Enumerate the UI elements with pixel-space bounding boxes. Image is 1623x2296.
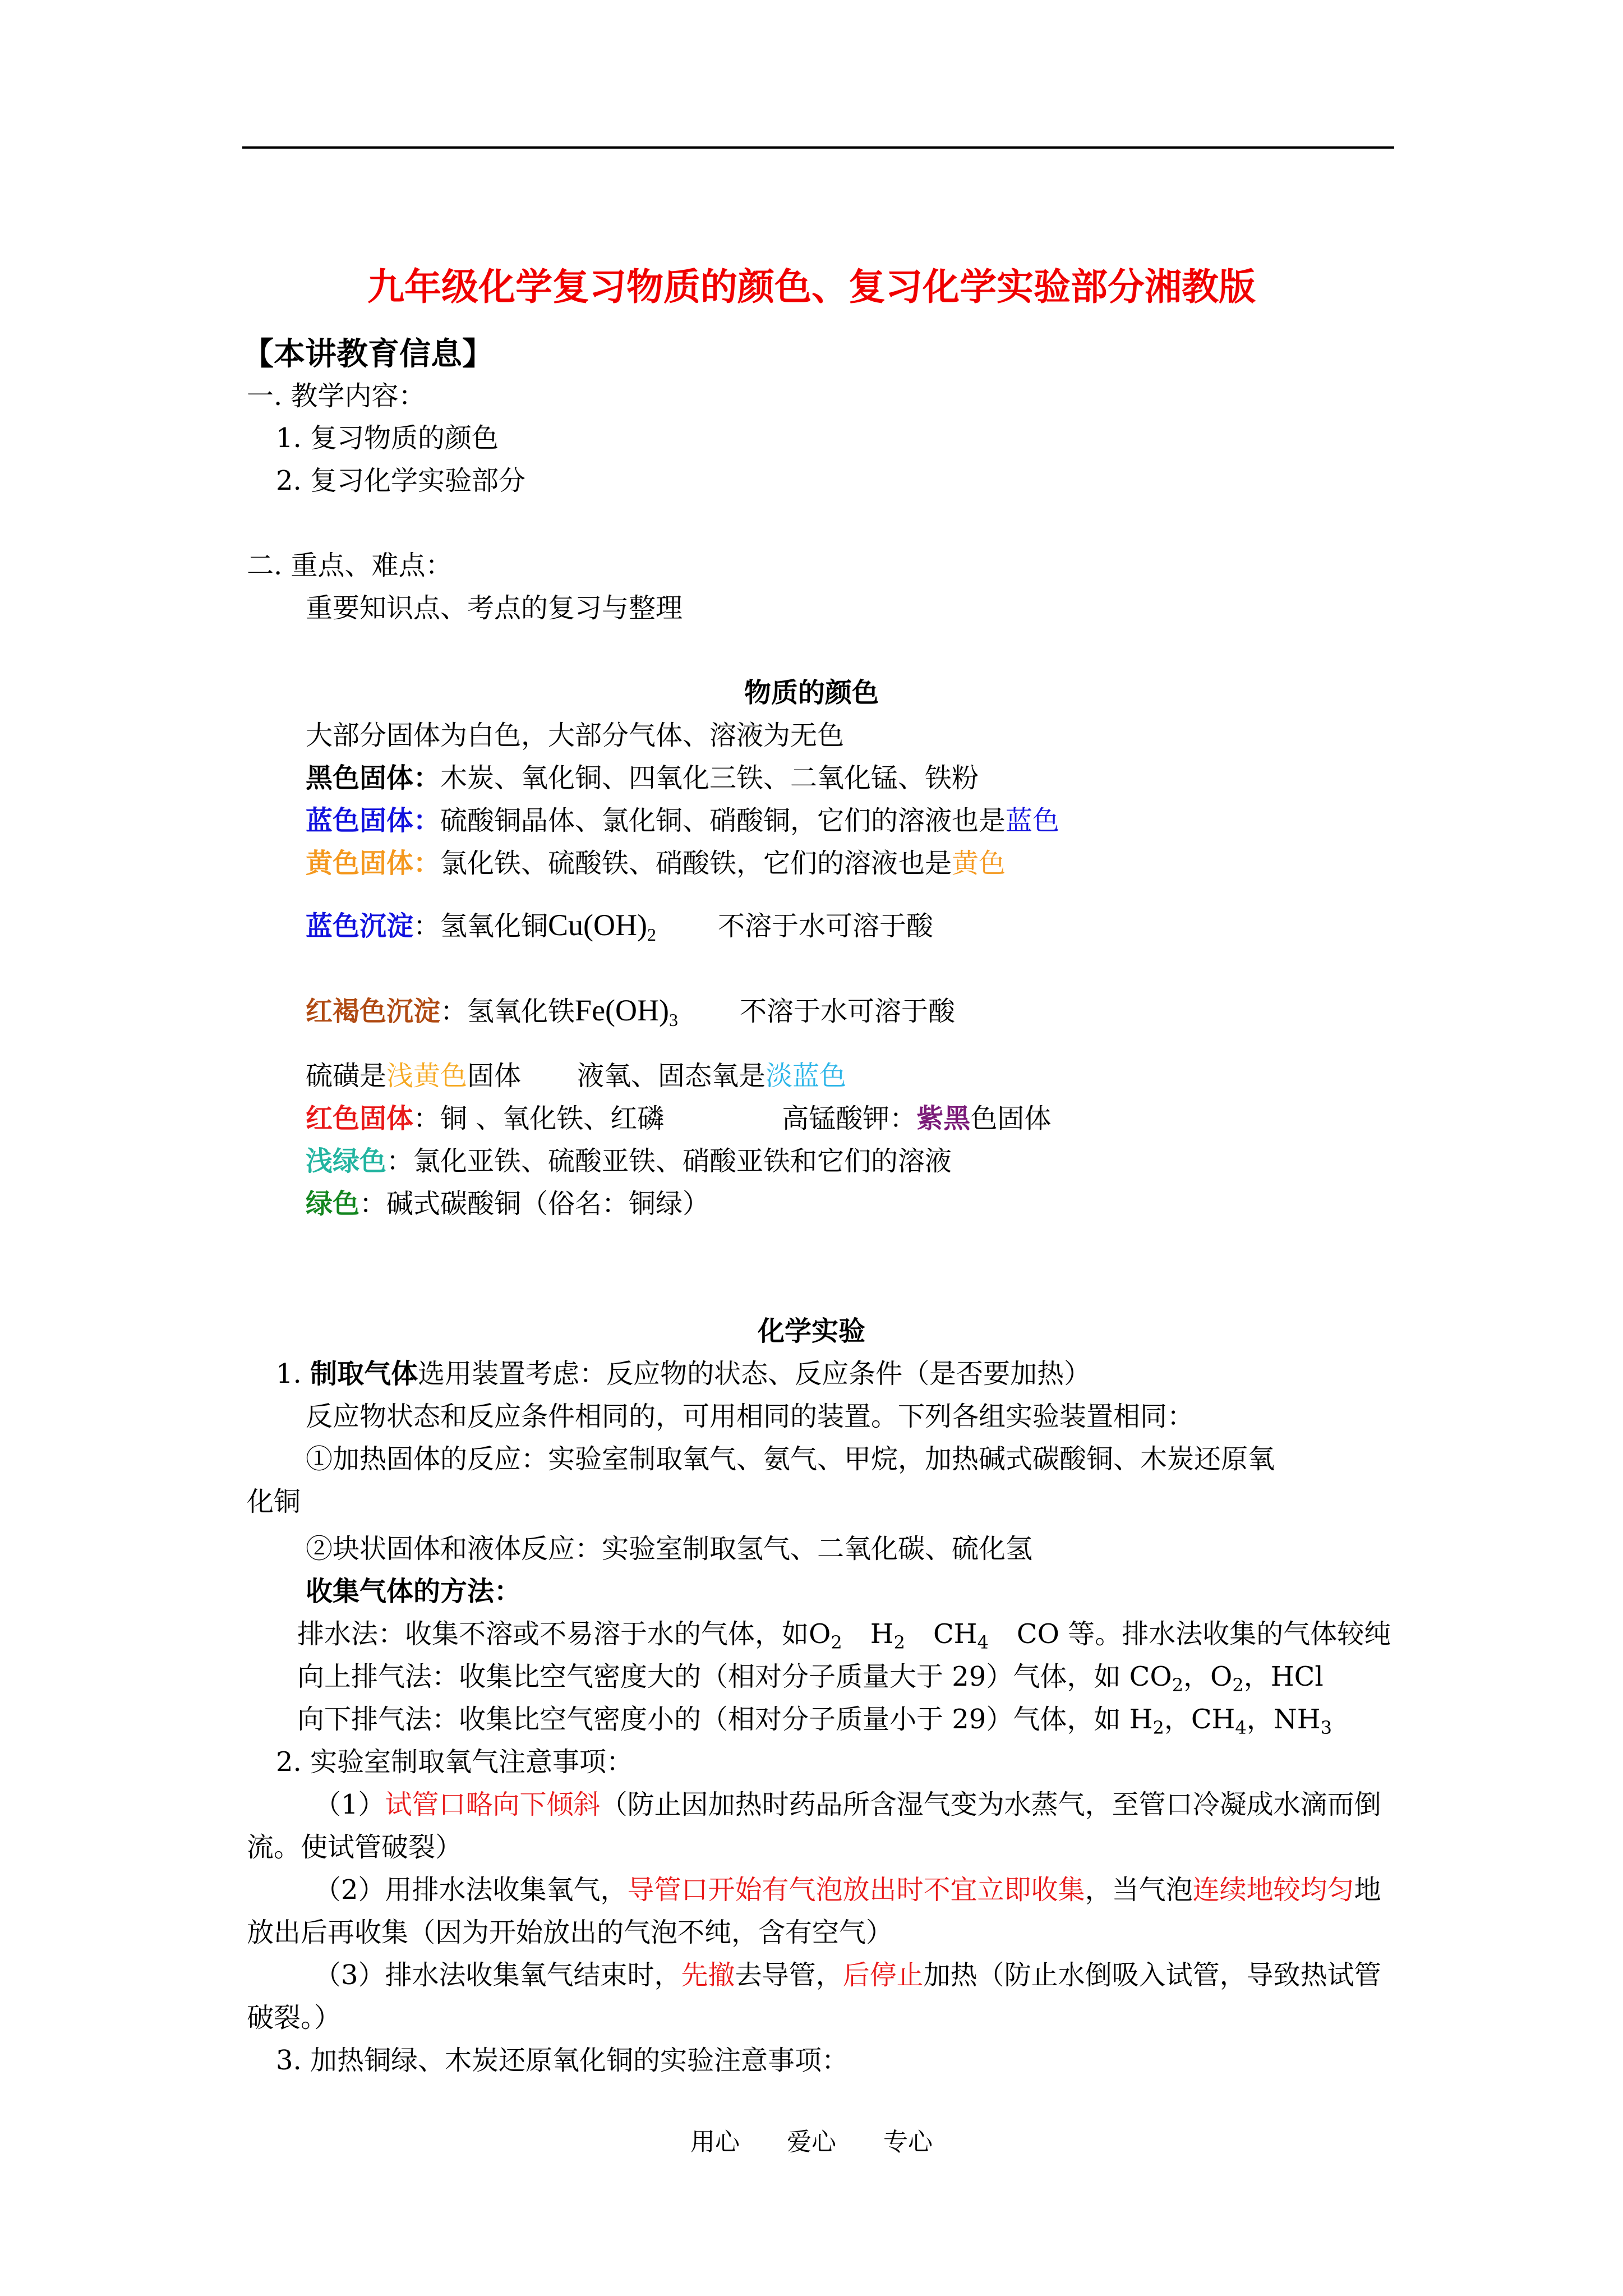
part2-label: 二. 重点、难点： <box>247 550 453 581</box>
oxygen-text: 液氧、固态氧是 <box>577 1060 766 1092</box>
note2-line2: 放出后再收集（因为开始放出的气泡不纯，含有空气） <box>247 1917 893 1948</box>
colors-heading: 物质的颜色 <box>744 677 879 708</box>
note1-highlight: 试管口略向下倾斜 <box>385 1789 601 1820</box>
green-line <box>306 1186 709 1221</box>
blue-precip-note: 不溶于水可溶于酸 <box>718 910 934 942</box>
red-solid-text: ：铜 、氧化铁、红磷 <box>413 1103 665 1134</box>
light-green-text: ：氯化亚铁、硫酸亚铁、硝酸亚铁和它们的溶液 <box>386 1145 952 1177</box>
kmno4-text: 高锰酸钾： <box>782 1103 917 1134</box>
note1-line1: （1）试管口略向下倾斜（防止因加热时药品所含湿气变为水蒸气，至管口冷凝成水滴而倒 <box>314 1789 1381 1820</box>
red-brown-precip-sep: ：氢氧化铁 <box>440 996 575 1027</box>
case2: ②块状固体和液体反应：实验室制取氢气、二氧化碳、硫化氢 <box>306 1533 1033 1565</box>
note1-line2: 流。使试管破裂） <box>247 1832 463 1863</box>
blue-precip-sep: ：氢氧化铜 <box>413 910 548 942</box>
info-header: 【本讲教育信息】 <box>242 335 494 372</box>
cu-oh-formula: $Cu(OH)_2$ <box>548 908 657 945</box>
green-label: 绿色 <box>306 1188 360 1220</box>
up-air-line: 向上排气法：收集比空气密度大的（相对分子质量大于 29）气体，如 $CO_2$，$O_2$，HCl <box>297 1661 1324 1696</box>
black-solid-label: 黑色固体： <box>306 762 441 794</box>
sulfur-oxygen-line <box>306 1059 846 1093</box>
sulfur-text: 硫磺是 <box>306 1060 387 1092</box>
red-brown-precip-note: 不溶于水可溶于酸 <box>740 996 956 1027</box>
footer-word-1: 用心 <box>690 2128 740 2156</box>
note2-highlight-2: 连续地较均匀 <box>1192 1874 1354 1906</box>
green-text: ：碱式碳酸铜（俗名：铜绿） <box>359 1188 710 1220</box>
exp-item-2: 2. 实验室制取氧气注意事项： <box>276 1746 634 1778</box>
water-method-line: 排水法：收集不溶或不易溶于水的气体，如$O_2$ $H_2$ $CH_4$ CO 等。排水法收集的气体较纯 <box>297 1618 1391 1653</box>
page-footer <box>0 2125 1623 2160</box>
down-air-line: 向下排气法：收集比空气密度小的（相对分子质量小于 29）气体，如 $H_2$，$CH_4$，$NH_3$ <box>297 1704 1332 1738</box>
sulfur-tail: 固体 <box>467 1060 522 1092</box>
note3-highlight-1: 先撤 <box>681 1959 735 1991</box>
note2-highlight-1: 导管口开始有气泡放出时不宜立即收集 <box>627 1874 1085 1906</box>
note3-line2: 破裂。） <box>247 2002 342 2033</box>
kmno4-tail: 色固体 <box>970 1103 1052 1134</box>
red-brown-precip-line <box>306 993 955 1029</box>
part1-label: 一. 教学内容： <box>247 380 426 412</box>
part2-content: 重要知识点、考点的复习与整理 <box>306 592 683 624</box>
footer-word-2: 爱心 <box>787 2128 836 2156</box>
exp-item-3: 3. 加热铜绿、木炭还原氧化铜的实验注意事项： <box>276 2045 849 2076</box>
black-solid-text: 木炭、氧化铜、四氧化三铁、二氧化锰、铁粉 <box>440 762 979 794</box>
part1-item-1: 1. 复习物质的颜色 <box>276 422 499 454</box>
kmno4-color: 紫黑 <box>916 1103 971 1134</box>
blue-precip-line <box>306 908 933 944</box>
light-green-label: 浅绿色 <box>306 1145 387 1177</box>
red-solid-label: 红色固体 <box>306 1103 414 1134</box>
blue-solid-text: 硫酸铜晶体、氯化铜、硝酸铜，它们的溶液也是 <box>440 805 1006 836</box>
case1-line1: ①加热固体的反应：实验室制取氧气、氨气、甲烷，加热碱式碳酸铜、木炭还原氧 <box>306 1443 1275 1475</box>
exp-item-1-bold: 制取气体 <box>310 1358 418 1389</box>
case1-line2: 化铜 <box>247 1486 301 1517</box>
black-solid-line <box>306 761 979 795</box>
experiment-heading: 化学实验 <box>757 1315 865 1347</box>
exp-item-1-text: 选用装置考虑：反应物的状态、反应条件（是否要加热） <box>418 1358 1091 1389</box>
same-device-text: 反应物状态和反应条件相同的，可用相同的装置。下列各组实验装置相同： <box>306 1401 1195 1432</box>
oxygen-color: 淡蓝色 <box>766 1060 847 1092</box>
part1-item-2: 2. 复习化学实验部分 <box>276 465 526 496</box>
header-rule <box>242 146 1394 149</box>
red-solid-line <box>306 1101 1051 1136</box>
blue-solid-tail: 蓝色 <box>1006 805 1060 836</box>
exp-item-1: 1. 制取气体选用装置考虑：反应物的状态、反应条件（是否要加热） <box>276 1358 1091 1389</box>
blue-solid-label: 蓝色固体： <box>306 805 441 836</box>
sulfur-color: 浅黄色 <box>386 1060 468 1092</box>
fe-oh-formula: $Fe(OH)_3$ <box>575 993 678 1030</box>
document-title: 九年级化学复习物质的颜色、复习化学实验部分湘教版 <box>367 265 1256 309</box>
note3-highlight-2: 后停止 <box>842 1959 924 1991</box>
collect-title: 收集气体的方法： <box>306 1576 522 1607</box>
note3-line1: （3）排水法收集氧气结束时，先撤去导管，后停止加热（防止水倒吸入试管，导致热试管 <box>314 1959 1381 1991</box>
yellow-solid-label: 黄色固体： <box>306 848 441 879</box>
yellow-solid-text: 氯化铁、硫酸铁、硝酸铁，它们的溶液也是 <box>440 848 952 879</box>
blue-solid-line <box>306 803 1059 838</box>
yellow-solid-line <box>306 846 1006 881</box>
footer-word-3: 专心 <box>883 2128 933 2156</box>
yellow-solid-tail: 黄色 <box>952 848 1006 879</box>
red-brown-precip-label: 红褐色沉淀 <box>306 996 441 1027</box>
light-green-line <box>306 1144 952 1179</box>
blue-precip-label: 蓝色沉淀 <box>306 910 414 942</box>
colors-intro: 大部分固体为白色，大部分气体、溶液为无色 <box>306 720 845 751</box>
note2-line1: （2）用排水法收集氧气，导管口开始有气泡放出时不宜立即收集，当气泡连续地较均匀地 <box>314 1874 1381 1906</box>
